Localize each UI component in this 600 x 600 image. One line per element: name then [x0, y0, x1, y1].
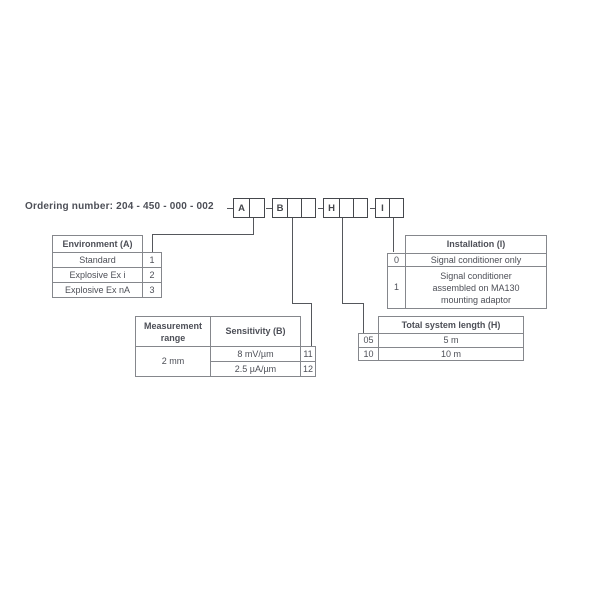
code-blank-b2	[301, 198, 316, 218]
length-table-header: Total system length (H)	[378, 316, 524, 334]
length-row-code: 10	[358, 347, 379, 361]
environment-table-header: Environment (A)	[52, 235, 143, 253]
code-letter-h: H	[323, 198, 340, 218]
code-letter-a: A	[233, 198, 250, 218]
environment-row-code: 2	[142, 267, 162, 283]
code-segment-b	[272, 198, 316, 218]
sensitivity-row-code: 12	[300, 361, 316, 377]
sensitivity-row-code: 11	[300, 346, 316, 362]
code-letter-i: I	[375, 198, 390, 218]
connector-a	[153, 218, 254, 252]
ordering-number-title: Ordering number: 204 - 450 - 000 - 002	[25, 201, 214, 212]
length-row-label: 10 m	[378, 347, 524, 361]
code-segment-i	[375, 198, 404, 218]
sensitivity-table-col1-header: Measurement range	[135, 316, 211, 347]
installation-row-code: 1	[387, 266, 406, 309]
code-segment-h	[323, 198, 368, 218]
sensitivity-table-col2-header: Sensitivity (B)	[210, 316, 301, 347]
code-blank-b1	[287, 198, 302, 218]
environment-row-code: 1	[142, 252, 162, 268]
environment-row-label: Explosive Ex nA	[52, 282, 143, 298]
environment-row-label: Explosive Ex i	[52, 267, 143, 283]
code-blank-h1	[339, 198, 354, 218]
connector-h	[343, 218, 364, 333]
installation-row-code: 0	[387, 253, 406, 267]
installation-table-header: Installation (I)	[405, 235, 547, 254]
sensitivity-row-label: 8 mV/µm	[210, 346, 301, 362]
length-row-label: 5 m	[378, 333, 524, 348]
environment-row-code: 3	[142, 282, 162, 298]
code-letter-b: B	[272, 198, 288, 218]
code-blank-h2	[353, 198, 368, 218]
code-blank-a1	[249, 198, 265, 218]
length-row-code: 05	[358, 333, 379, 348]
environment-row-label: Standard	[52, 252, 143, 268]
code-segment-a	[233, 198, 265, 218]
installation-row-label: Signal conditioner only	[405, 253, 547, 267]
code-blank-i1	[389, 198, 404, 218]
measurement-range-cell: 2 mm	[135, 346, 211, 377]
sensitivity-row-label: 2.5 µA/µm	[210, 361, 301, 377]
installation-row-label: Signal conditioner assembled on MA130 mounting adaptor	[405, 266, 547, 309]
